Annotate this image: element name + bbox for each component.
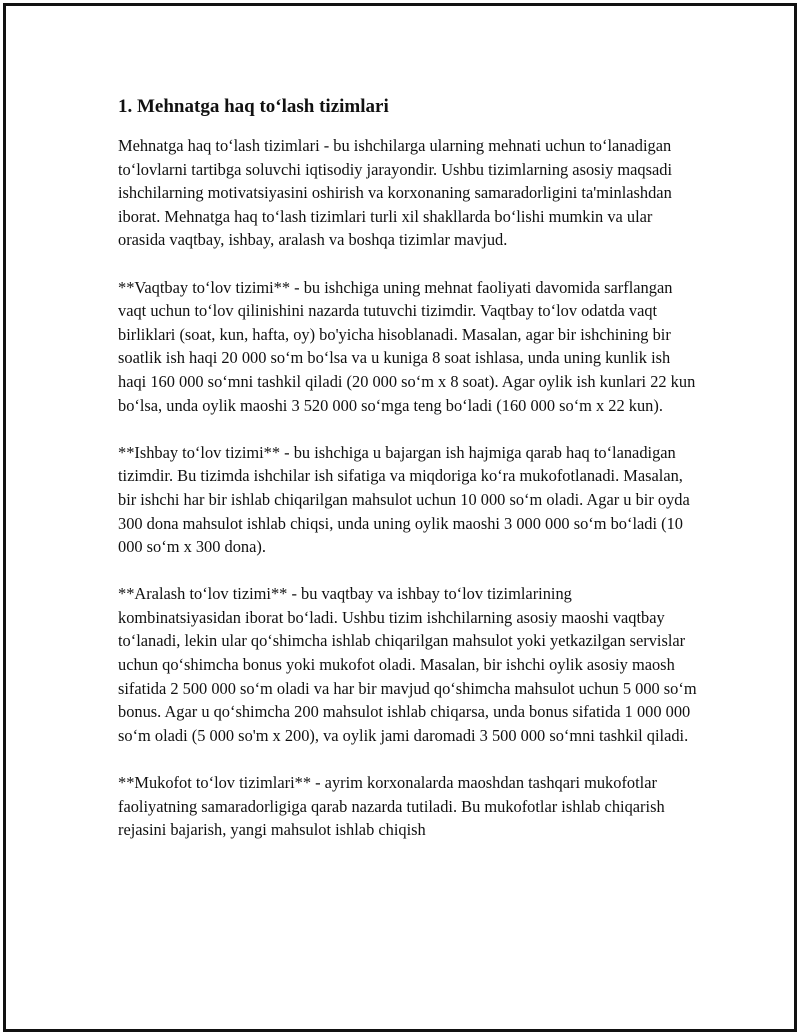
paragraph-intro: Mehnatga haq to‘lash tizimlari - bu ishchilarga ularning mehnati uchun to‘lanadigan to‘lovlarni tartibga soluvchi iqtisodiy jarayondir. Ushbu tizimlarning asosiy maqsadi ishchilarning motivatsiyasini oshirish va korxonaning samaradorligini ta'minlashdan iborat. Mehnatga haq to‘lash tizimlari turli xil shakllarda bo‘lishi mumkin va ular orasida vaqtbay, ishbay, aralash va boshqa tizimlar mavjud.	[118, 136, 673, 250]
paragraph-piece-rate-pay: **Ishbay to‘lov tizimi** - bu ishchiga u bajargan ish hajmiga qarab haq to‘lanadigan tizimdir. Bu tizimda ishchilar ish sifatiga va miqdoriga ko‘ra mukofotlanadi. Masalan, bir ishchi har bir ishlab chiqarilgan mahsulot uchun 10 000 so‘m oladi. Agar u bir oyda 300 dona mahsulot ishlab chiqsi, unda uning oylik maoshi 3 000 000 so‘m bo‘ladi (10 000 so‘m x 300 dona).	[118, 442, 690, 557]
paragraph-mixed-pay: **Aralash to‘lov tizimi** - bu vaqtbay va ishbay to‘lov tizimlarining kombinatsiyasidan iborat bo‘ladi. Ushbu tizim ishchilarning asosiy maoshi vaqtbay to‘lanadi, lekin ular qo‘shimcha ishlab chiqarilgan mahsulot yoki yetkazilgan servislar uchun qo‘shimcha bonus yoki mukofot oladi. Masalan, bir ishchi oylik asosiy maosh sifatida 2 500 000 so‘m oladi va har bir mavjud qo‘shimcha mahsulot uchun 5 000 so‘m bonus. Agar u qo‘shimcha 200 mahsulot ishlab chiqarsa, unda bonus sifatida 1 000 000 so‘m oladi (5 000 so'm x 200), va oylik jami daromadi 3 500 000 so‘mni tashkil qiladi.	[118, 584, 697, 745]
document-body	[118, 93, 698, 865]
paragraph-bonus-pay: **Mukofot to‘lov tizimlari** - ayrim korxonalarda maoshdan tashqari mukofotlar faoliyatning samaradorligiga qarab nazarda tutiladi. Bu mukofotlar ishlab chiqarish rejasini bajarish, yangi mahsulot ishlab chiqish	[118, 773, 665, 840]
section-heading: 1. Mehnatga haq to‘lash tizimlari	[118, 96, 389, 117]
paragraph-time-based-pay: **Vaqtbay to‘lov tizimi** - bu ishchiga uning mehnat faoliyati davomida sarflangan vaqt uchun to‘lov qilinishini nazarda tutuvchi tizimdir. Vaqtbay to‘lov odatda vaqt birliklari (soat, kun, hafta, oy) bo'yicha hisoblanadi. Masalan, agar bir ishchining bir soatlik ish haqi 20 000 so‘m bo‘lsa va u kuniga 8 soat ishlasa, unda uning kunlik ish haqi 160 000 so‘mni tashkil qiladi (20 000 so‘m x 8 soat). Agar oylik ish kunlari 22 kun bo‘lsa, unda oylik maoshi 3 520 000 so‘mga teng bo‘ladi (160 000 so‘m x 22 kun).	[118, 277, 696, 415]
